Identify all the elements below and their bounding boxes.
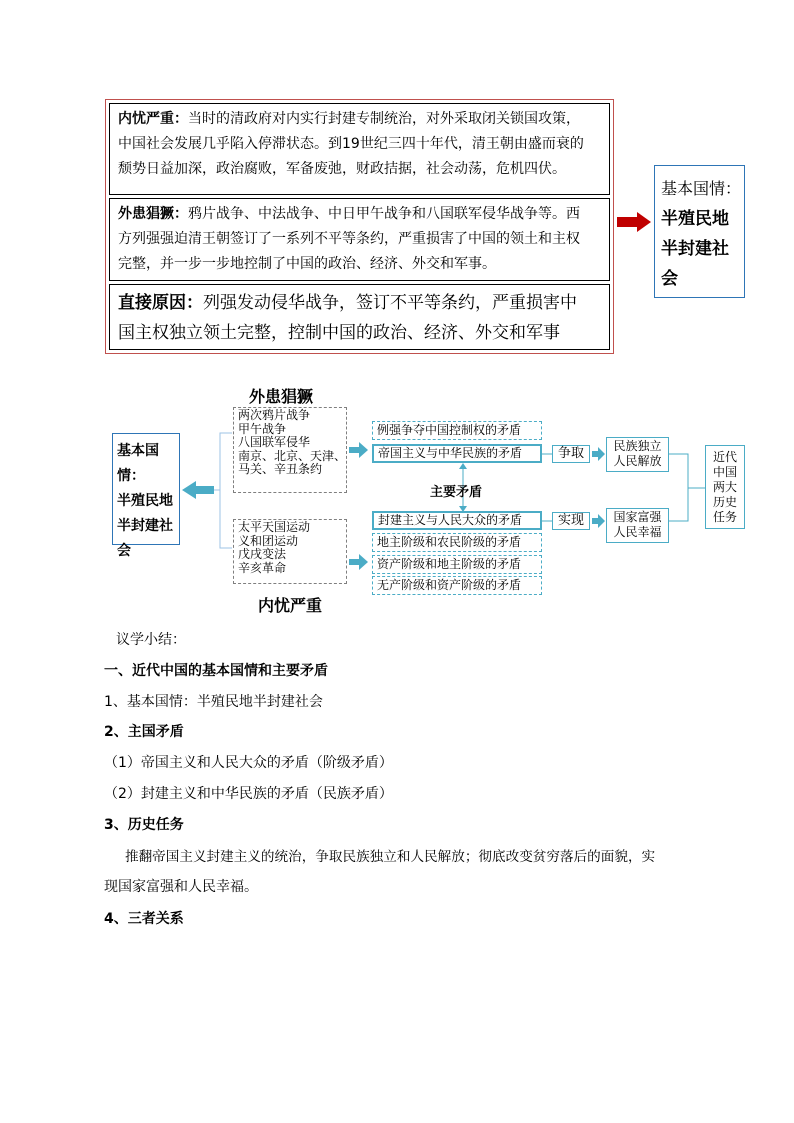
direct-cause-key: 直接原因：	[118, 293, 203, 313]
summary-item: 3、历史任务	[104, 817, 184, 833]
domestic-event: 辛亥革命	[238, 560, 287, 575]
diagram-national-condition-line: 会	[117, 543, 131, 559]
right-arrow-icon	[349, 554, 368, 570]
summary-paragraph: 现国家富强和人民幸福。	[104, 879, 258, 895]
national-condition-value: 会	[661, 269, 678, 289]
contradiction-box: 无产阶级和资产阶级的矛盾	[372, 576, 542, 595]
left-arrow-icon	[182, 481, 214, 499]
outer-troubles-line: 鸦片战争、中法战争、中日甲午战争和八国联军侵华战争等。西	[188, 206, 580, 222]
domestic-event: 太平天国运动	[238, 520, 311, 534]
inner-worries-key: 内忧严重：	[118, 111, 188, 127]
domestic-events-box	[233, 519, 347, 584]
goal-prosperity-box	[606, 508, 669, 543]
task-line: 近代	[712, 450, 737, 464]
outer-troubles-key: 外患猖獗：	[118, 206, 188, 222]
task-line: 历史	[712, 495, 737, 509]
outer-troubles-line: 方列强强迫清王朝签订了一系列不平等条约，严重损害了中国的领土和主权	[118, 231, 580, 247]
contradiction-box: 地主阶级和农民阶级的矛盾	[372, 533, 542, 552]
goal-independence-box	[606, 437, 669, 472]
foreign-event: 两次鸦片战争	[238, 408, 311, 422]
foreign-events-box	[233, 407, 347, 493]
inner-worries-line: 当时的清政府对内实行封建专制统治，对外采取闭关锁国攻策，	[188, 111, 580, 127]
summary-item: 4、三者关系	[104, 911, 184, 927]
outer-troubles-title: 外患猖獗	[249, 387, 314, 406]
inner-worries-line: 颓势日益加深，政治腐败，军备废弛，财政拮据，社会动荡，危机四伏。	[118, 161, 566, 177]
contradiction-box: 例强争夺中国控制权的矛盾	[372, 421, 542, 440]
summary-heading: 一、近代中国的基本国情和主要矛盾	[104, 663, 328, 679]
main-contradiction-box: 封建主义与人民大众的矛盾	[372, 511, 542, 530]
diagram-national-condition-box	[112, 433, 180, 559]
diagram-national-condition-line: 半封建社	[117, 518, 173, 534]
foreign-event: 南京、北京、天津、	[238, 448, 347, 463]
task-line: 任务	[712, 510, 737, 524]
outer-troubles-line: 完整，并一步一步地控制了中国的政治、经济、外交和军事。	[118, 256, 496, 272]
main-contradiction-label: 主要矛盾	[430, 485, 483, 500]
historical-tasks-box	[705, 445, 745, 529]
domestic-event: 义和团运动	[238, 533, 299, 548]
contradiction-box: 资产阶级和地主阶级的矛盾	[372, 555, 542, 574]
inner-worries-title: 内忧严重	[258, 596, 323, 615]
main-contradiction-box: 帝国主义与中华民族的矛盾	[372, 444, 542, 463]
foreign-event: 甲午战争	[238, 421, 287, 436]
strive-label: 争取	[552, 445, 590, 463]
task-line: 中国	[712, 465, 737, 479]
goal-line: 国家富强	[613, 510, 662, 524]
goal-line: 民族独立	[613, 439, 662, 453]
right-arrow-icon	[349, 442, 368, 458]
summary-item: 2、主国矛盾	[104, 724, 184, 740]
realize-label: 实现	[552, 512, 590, 530]
summary-subitem: （2）封建主义和中华民族的矛盾（民族矛盾）	[104, 786, 393, 802]
domestic-event: 戊戌变法	[238, 547, 287, 561]
national-condition-value: 半殖民地	[661, 209, 729, 229]
foreign-event: 八国联军侵华	[238, 435, 311, 449]
diagram-national-condition-line: 基本国情：	[117, 443, 159, 484]
diagram-national-condition-line: 半殖民地	[117, 493, 173, 509]
foreign-event: 马关、辛丑条约	[238, 462, 323, 476]
direct-cause-line: 列强发动侵华战争，签订不平等条约，严重损害中	[203, 293, 577, 313]
summary-item: 1、基本国情：半殖民地半封建社会	[104, 694, 323, 710]
summary-paragraph: 推翻帝国主义封建主义的统治，争取民族独立和人民解放；彻底改变贫穷落后的面貌，实	[125, 849, 656, 865]
task-line: 两大	[712, 480, 737, 494]
inner-worries-line: 中国社会发展几乎陷入停滞状态。到19世纪三四十年代，清王朝由盛而衰的	[118, 136, 584, 152]
national-condition-value: 半封建社	[661, 239, 729, 259]
summary-subitem: （1）帝国主义和人民大众的矛盾（阶级矛盾）	[104, 755, 393, 771]
goal-line: 人民解放	[613, 454, 662, 468]
direct-cause-line: 国主权独立领土完整，控制中国的政治、经济、外交和军事	[118, 323, 560, 343]
national-condition-label: 基本国情：	[661, 179, 742, 198]
summary-intro: 议学小结：	[116, 632, 186, 648]
goal-line: 人民幸福	[613, 525, 662, 539]
